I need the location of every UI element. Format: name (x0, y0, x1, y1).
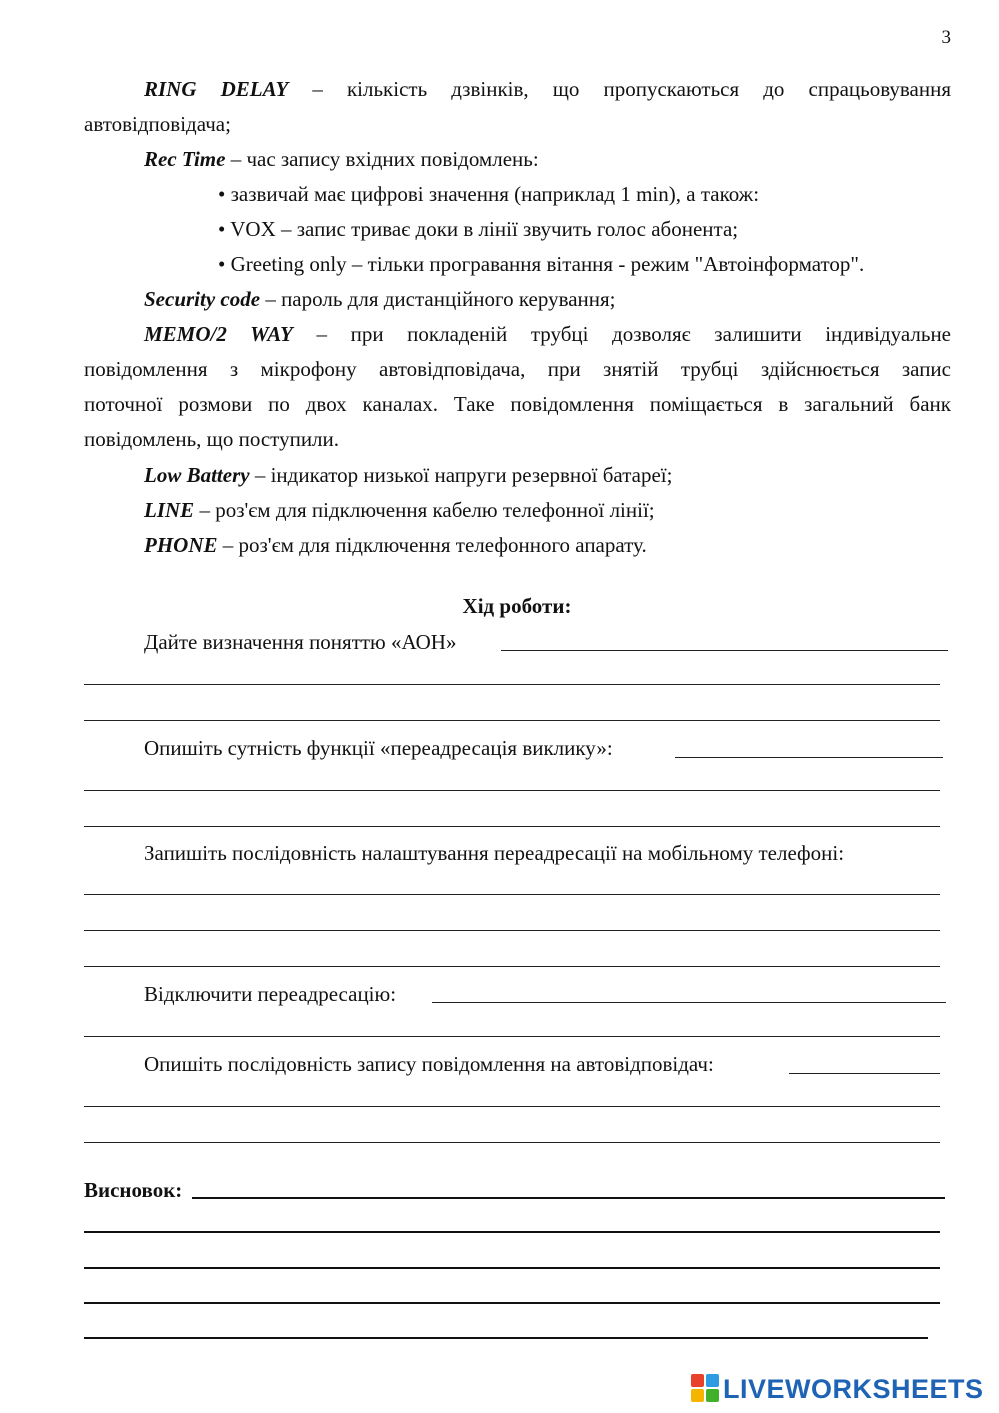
answer-line[interactable] (432, 1002, 946, 1003)
answer-line[interactable] (84, 894, 940, 895)
low-battery-text: – індикатор низької напруги резервної батареї; (249, 463, 673, 487)
answer-line[interactable] (84, 1106, 940, 1107)
phone-text: – роз'єм для підключення телефонного апарату. (217, 533, 647, 557)
answer-line[interactable] (84, 720, 940, 721)
question-forwarding-setup: Запишіть послідовність налаштування переадресації на мобільному телефоні: (144, 841, 845, 865)
security-code-line (144, 287, 616, 311)
answer-line[interactable] (84, 684, 940, 685)
bullet-item: • VOX – запис триває доки в лінії звучить голос абонента; (218, 217, 739, 241)
logo-text: LIVEWORKSHEETS (723, 1373, 984, 1404)
conclusion-line[interactable] (84, 1337, 928, 1339)
memo-paragraph (84, 317, 951, 457)
ring-delay-term: RING DELAY (144, 77, 289, 101)
conclusion-label: Висновок: (84, 1178, 183, 1202)
answer-line[interactable] (84, 1036, 940, 1037)
answer-line[interactable] (84, 826, 940, 827)
ring-delay-text-cont: автовідповідача; (84, 112, 231, 136)
question-call-forwarding: Опишіть сутність функції «переадресація виклику»: (144, 736, 613, 760)
memo-text: повідомлення з мікрофону автовідповідача, при знятій трубці здійснюється запис (84, 357, 951, 381)
logo-cube-icon (691, 1374, 721, 1404)
bullet-item: • Greeting only – тільки програвання вітання - режим "Автоінформатор". (218, 252, 865, 276)
answer-line[interactable] (84, 966, 940, 967)
security-code-term: Security code (144, 287, 261, 311)
ring-delay-paragraph (84, 72, 951, 142)
worksheet-heading: Хід роботи: (462, 594, 572, 618)
low-battery-line (144, 463, 672, 487)
memo-text: повідомлень, що поступили. (84, 427, 340, 451)
answer-line[interactable] (789, 1073, 940, 1074)
answer-line[interactable] (84, 1142, 940, 1143)
line-term: LINE (144, 498, 195, 522)
conclusion-line[interactable] (192, 1197, 945, 1199)
question-aon-definition: Дайте визначення поняттю «АОН» (144, 630, 457, 654)
bullet-item: • зазвичай має цифрові значення (наприклад 1 min), а також: (218, 182, 760, 206)
ring-delay-text: – кількість дзвінків, що пропускаються до спрацьовування (288, 77, 951, 101)
answer-line[interactable] (84, 790, 940, 791)
bullet-text: VOX – запис триває доки в лінії звучить голос абонента; (230, 217, 739, 241)
line-connector-line (144, 498, 655, 522)
memo-text: поточної розмови по двох каналах. Таке повідомлення поміщається в загальний банк (84, 392, 951, 416)
security-code-text: – пароль для дистанційного керування; (260, 287, 616, 311)
rec-time-text: – час запису вхідних повідомлень: (225, 147, 539, 171)
low-battery-term: Low Battery (144, 463, 250, 487)
rec-time-term: Rec Time (144, 147, 226, 171)
question-disable-forwarding: Відключити переадресацію: (144, 982, 397, 1006)
answer-line[interactable] (84, 930, 940, 931)
phone-term: PHONE (144, 533, 218, 557)
page-number: 3 (941, 27, 951, 48)
line-text: – роз'єм для підключення кабелю телефонної лінії; (194, 498, 655, 522)
conclusion-line[interactable] (84, 1302, 940, 1304)
conclusion-line[interactable] (84, 1231, 940, 1233)
memo-term: MEMO/2 WAY (144, 322, 293, 346)
answer-line[interactable] (501, 650, 948, 651)
conclusion-line[interactable] (84, 1267, 940, 1269)
memo-text: – при покладеній трубці дозволяє залишити індивідуальне (292, 322, 952, 346)
answer-line[interactable] (675, 757, 943, 758)
bullet-text: зазвичай має цифрові значення (наприклад 1 min), а також: (230, 182, 760, 206)
phone-connector-line (144, 533, 647, 557)
rec-time-line (144, 147, 539, 171)
question-answering-machine: Опишіть послідовність запису повідомлення на автовідповідач: (144, 1052, 714, 1076)
liveworksheets-logo (691, 1372, 984, 1406)
bullet-text: Greeting only – тільки програвання вітання - режим "Автоінформатор". (230, 252, 865, 276)
